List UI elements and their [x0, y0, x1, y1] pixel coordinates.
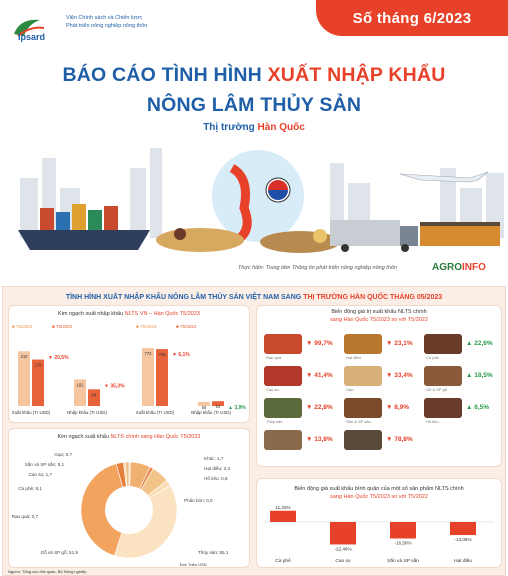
- report-title: [0, 64, 508, 87]
- legend-item: ■ T5/2022: [52, 324, 73, 329]
- pie-label: Hạt điều; 3,3: [204, 466, 231, 471]
- change-label: ▼ 6,1%: [172, 352, 190, 359]
- bar-value-label: 210: [20, 354, 28, 360]
- pie-label: Gạo; 0,7: [54, 452, 72, 457]
- pie-label: Cà phê; 8,1: [18, 486, 42, 491]
- report-subtitle: [0, 122, 508, 133]
- bar-value-label: 178: [34, 362, 42, 368]
- product-change-pct: ▼ 41,4%: [306, 372, 333, 379]
- pie-title-part1: Kim ngạch xuất khẩu: [57, 434, 109, 440]
- pie-title-accent: NLTS chính sang Hàn Quốc T5/2023: [110, 434, 201, 440]
- product-name-label: Hồ tiêu: [426, 419, 439, 424]
- pie-chart: [8, 442, 250, 568]
- pie-label: Khác; 1,7: [204, 456, 224, 461]
- product-change-pct: ▲ 18,5%: [466, 372, 493, 379]
- panel-title: [0, 294, 508, 301]
- legend-item: ■ T5/2022: [176, 324, 197, 329]
- product-change-pct: ▲ 6,5%: [466, 404, 490, 411]
- change-label: ▲ 3,9%: [228, 405, 246, 412]
- subtitle-accent: Hàn Quốc: [257, 122, 305, 133]
- title-part1: BÁO CÁO TÌNH HÌNH: [62, 64, 262, 86]
- globe-map-icon: [212, 150, 304, 242]
- issue-badge: Số tháng 6/2023: [316, 0, 508, 36]
- trade-card-title: [8, 311, 250, 317]
- product-image: [424, 334, 462, 354]
- pie-label: Rau quả; 2,7: [11, 514, 38, 519]
- institute-name: [66, 14, 147, 30]
- pie-label: Cao su; 1,7: [28, 472, 52, 477]
- bar-value-label: 55: [201, 404, 207, 410]
- bar-value-label: 102: [76, 382, 84, 388]
- subtitle-part1: Thị trường: [203, 122, 255, 133]
- bar: [156, 349, 168, 406]
- agro-text: AGRO: [432, 262, 462, 273]
- price-bar: [330, 522, 356, 544]
- hero-illustration: [0, 138, 508, 266]
- product-change-pct: ▼ 8,9%: [386, 404, 410, 411]
- source-note: Nguồn: Tổng cục Hải quan, Bộ Nông nghiệp: [8, 569, 87, 574]
- trade-title-accent: NLTS VN – Hàn Quốc T5/2023: [124, 311, 200, 317]
- title-accent: XUẤT NHẬP KHẨU: [267, 64, 446, 86]
- bar: [18, 351, 30, 406]
- product-image: [344, 334, 382, 354]
- pie-unit-note: Đvt: Triệu USD: [180, 562, 207, 567]
- price-bar: [390, 522, 416, 539]
- panel-title-accent: THỊ TRƯỜNG HÀN QUỐC THÁNG 05/2023: [303, 294, 443, 301]
- info-text: INFO: [462, 262, 486, 273]
- bar: [142, 348, 154, 406]
- price-category-label: Cà phê: [275, 559, 291, 564]
- product-grid: [256, 330, 502, 466]
- price-bar: [450, 522, 476, 535]
- category-label: Nhập khẩu (Tr USD): [67, 410, 107, 415]
- product-change-pct: ▼ 23,1%: [386, 340, 413, 347]
- bar-value-label: 64: [91, 392, 97, 398]
- report-title-line2: NÔNG LÂM THỦY SẢN: [146, 94, 362, 116]
- pie-card-title: [8, 434, 250, 440]
- product-image: [264, 398, 302, 418]
- price-category-label: Hạt điều: [454, 559, 472, 564]
- pie-label: Gỗ và SP gỗ; 51,9: [40, 550, 78, 555]
- product-image: [424, 398, 462, 418]
- product-name-label: Gạo: [346, 387, 354, 392]
- panel-title-part1: TÌNH HÌNH XUẤT NHẬP KHẨU NÔNG LÂM THỦY SẢN VIỆT NAM SANG: [65, 294, 302, 301]
- category-label: Xuất khẩu (Tr USD): [11, 410, 51, 415]
- product-change-pct: ▼ 13,8%: [306, 436, 333, 443]
- product-image: [264, 334, 302, 354]
- product-change-subtitle: sang Hàn Quốc T5/2023 so với T5/2022: [330, 317, 428, 323]
- change-label: ▼ 35,3%: [104, 383, 125, 390]
- price-bar-chart: [256, 500, 502, 568]
- price-value-label: -22,46%: [334, 546, 352, 552]
- price-value-label: 11,25%: [275, 504, 291, 510]
- product-name-label: Thủy sản: [266, 419, 283, 424]
- change-label: ▼ 20,5%: [48, 355, 69, 362]
- price-category-label: Sắn và SP sắn: [387, 559, 419, 564]
- pie-label: Hồ tiêu; 0,8: [204, 476, 228, 481]
- train-icon: [420, 222, 500, 246]
- legend-item: ■ T5/2023: [12, 324, 33, 329]
- price-value-label: -13,05%: [454, 537, 472, 543]
- product-image: [264, 366, 302, 386]
- product-name-label: Rau quả: [266, 355, 282, 360]
- institute-line1: Viện Chính sách và Chiến lược: [66, 15, 143, 21]
- product-change-pct: ▲ 22,6%: [466, 340, 493, 347]
- price-card-title: Biến động giá xuất khẩu bình quân của một số sản phẩm NLTS chính: [294, 486, 464, 492]
- product-name-label: Cà phê: [426, 355, 439, 360]
- agroinfo-logo: [432, 262, 486, 273]
- bar-value-label: 64: [215, 404, 221, 410]
- logo-text: Ipsard: [18, 32, 46, 42]
- product-change-title: Biến động giá trị xuất khẩu NLTS chính: [331, 309, 427, 315]
- product-name-label: Gỗ & SP gỗ: [426, 387, 448, 392]
- product-change-pct: ▼ 78,8%: [386, 436, 413, 443]
- product-image: [344, 366, 382, 386]
- category-label: Xuất khẩu (Tr USD): [135, 410, 175, 415]
- legend-item: ■ T5/2023: [136, 324, 157, 329]
- price-bar: [270, 511, 296, 522]
- bar-value-label: 772: [144, 351, 152, 357]
- trade-bar-chart: [8, 318, 250, 422]
- price-card-subtitle: sang Hàn Quốc T5/2023 so với T5/2022: [330, 494, 428, 500]
- product-name-label: Hạt điều: [346, 355, 361, 360]
- pie-label: Thủy sản; 55,1: [198, 550, 229, 555]
- category-label: Nhập khẩu (Tr USD): [191, 410, 231, 415]
- bar-value-label: 759: [158, 352, 166, 358]
- product-image: [424, 366, 462, 386]
- product-image: [264, 430, 302, 450]
- pie-hole: [105, 486, 153, 534]
- product-change-pct: ▼ 22,8%: [306, 404, 333, 411]
- product-change-pct: ▼ 33,4%: [386, 372, 413, 379]
- pie-label: Sắn và SP sắn; 9,1: [24, 462, 64, 467]
- product-image: [344, 430, 382, 450]
- trade-title-part1: Kim ngạch xuất nhập khẩu: [58, 311, 124, 317]
- institute-line2: Phát triển nông nghiệp nông thôn: [66, 23, 148, 29]
- price-value-label: -16,50%: [394, 540, 412, 546]
- pie-label: Phân bón; 0,0: [184, 498, 213, 503]
- credit-text: Thực hiện: Trung tâm Thông tin phát triển nông nghiệp nông thôn: [238, 265, 398, 271]
- product-name-label: Cao su: [266, 387, 279, 392]
- product-change-pct: ▼ 99,7%: [306, 340, 333, 347]
- product-name-label: Sắn & SP sắn: [346, 419, 371, 424]
- price-category-label: Cao su: [335, 559, 351, 564]
- product-image: [344, 398, 382, 418]
